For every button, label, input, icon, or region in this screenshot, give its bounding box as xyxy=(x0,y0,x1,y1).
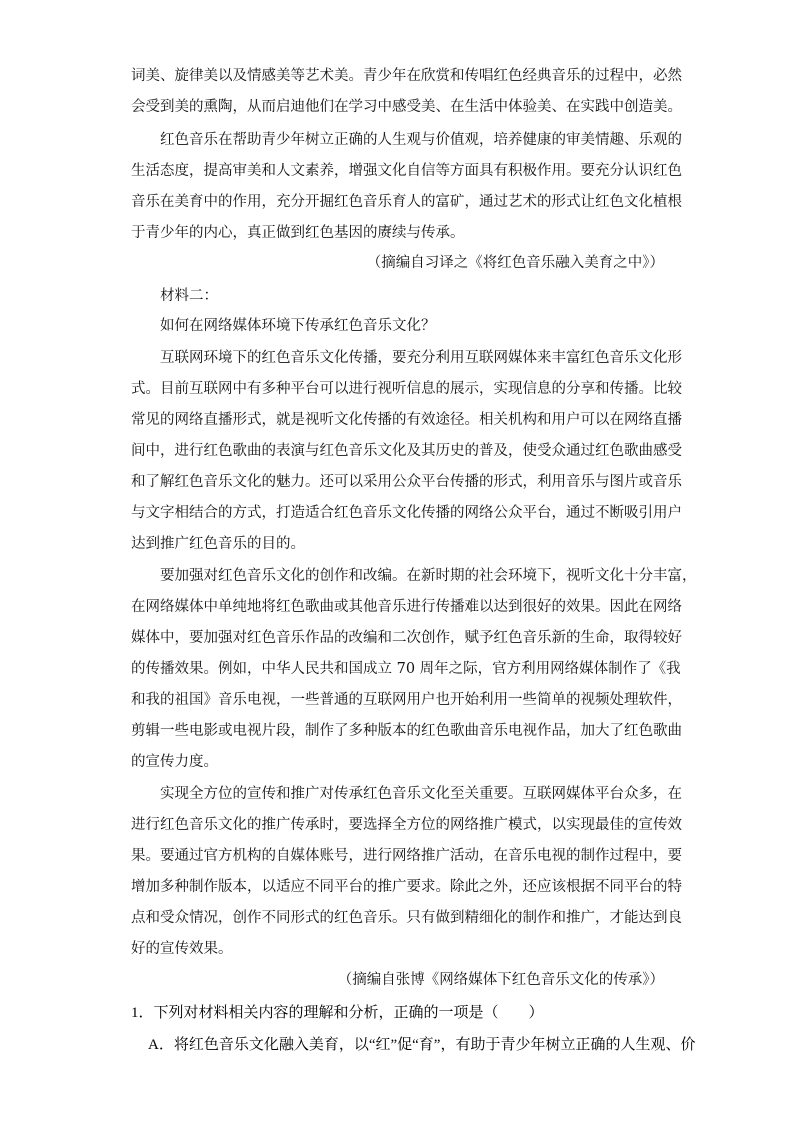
question-stem: 1．下列对材料相关内容的理解和分析，正确的一项是（ ） xyxy=(131,1005,544,1021)
text-line: 生活态度，提高审美和人文素养，增强文化自信等方面具有积极作用。要充分认识红色 xyxy=(131,163,682,179)
text-line: 好的宣传效果。 xyxy=(131,941,233,957)
text-line: 增加多种制作版本，以适应不同平台的推广要求。除此之外，还应该根据不同平台的特 xyxy=(131,879,682,895)
text-line: 常见的网络直播形式，就是视听文化传播的有效途径。相关机构和用户可以在网络直播 xyxy=(131,412,682,428)
text-line: 音乐在美育中的作用，充分开掘红色音乐育人的富矿，通过艺术的形式让红色文化植根 xyxy=(131,194,682,210)
text-line: 会受到美的熏陶，从而启迪他们在学习中感受美、在生活中体验美、在实践中创造美。 xyxy=(131,99,682,115)
text-line: 互联网环境下的红色音乐文化传播，要充分利用互联网媒体来丰富红色音乐文化形 xyxy=(160,350,682,366)
text-line: 实现全方位的宣传和推广对传承红色音乐文化至关重要。互联网媒体平台众多，在 xyxy=(160,786,682,802)
text-line: 在网络媒体中单纯地将红色歌曲或其他音乐进行传播难以达到很好的效果。因此在网络 xyxy=(131,599,682,615)
text-line: 于青少年的内心，真正做到红色基因的赓续与传承。 xyxy=(131,225,465,241)
text-line: 剪辑一些电影或电视片段，制作了多种版本的红色歌曲音乐电视作品，加大了红色歌曲 xyxy=(131,723,682,739)
text-line: 进行红色音乐文化的推广传承时，要选择全方位的网络推广模式，以实现最佳的宣传效 xyxy=(131,817,682,833)
text-line: 间中，进行红色歌曲的表演与红色音乐文化及其历史的普及，使受众通过红色歌曲感受 xyxy=(131,443,682,459)
source-citation: （摘编自习译之《将红色音乐融入美育之中》） xyxy=(366,255,664,271)
text-line: 点和受众情况，创作不同形式的红色音乐。只有做到精细化的制作和推广，才能达到良 xyxy=(131,910,682,926)
text-line: 的宣传力度。 xyxy=(131,754,218,770)
section-heading: 如何在网络媒体环境下传承红色音乐文化？ xyxy=(160,318,436,334)
text-line: 与文字相结合的方式，打造适合红色音乐文化传播的网络公众平台，通过不断吸引用户 xyxy=(131,505,682,521)
text-line: 媒体中，要加强对红色音乐作品的改编和二次创作，赋予红色音乐新的生命，取得较好 xyxy=(131,630,682,646)
text-line: 和了解红色音乐文化的魅力。还可以采用公众平台传播的形式，利用音乐与图片或音乐 xyxy=(131,474,682,490)
text-line: 要加强对红色音乐文化的创作和改编。在新时期的社会环境下，视听文化十分丰富， xyxy=(160,568,697,584)
source-citation: （摘编自张博《网络媒体下红色音乐文化的传承》） xyxy=(337,972,664,988)
text-line: 红色音乐在帮助青少年树立正确的人生观与价值观，培养健康的审美情趣、乐观的 xyxy=(160,132,682,148)
text-line: 式。目前互联网中有多种平台可以进行视听信息的展示，实现信息的分享和传播。比较 xyxy=(131,381,682,397)
material-label: 材料二： xyxy=(160,288,218,304)
option-a: A．将红色音乐文化融入美育，以“红”促“育”，有助于青少年树立正确的人生观、价 xyxy=(148,1037,696,1053)
text-line: 词美、旋律美以及情感美等艺术美。青少年在欣赏和传唱红色经典音乐的过程中，必然 xyxy=(131,68,682,84)
text-line: 达到推广红色音乐的目的。 xyxy=(131,536,305,552)
text-line: 果。要通过官方机构的自媒体账号，进行网络推广活动，在音乐电视的制作过程中，要 xyxy=(131,848,682,864)
text-line: 和我的祖国》音乐电视，一些普通的互联网用户也开始利用一些简单的视频处理软件， xyxy=(131,692,682,708)
text-line: 的传播效果。例如，中华人民共和国成立 70 周年之际，官方利用网络媒体制作了《我 xyxy=(131,661,681,677)
